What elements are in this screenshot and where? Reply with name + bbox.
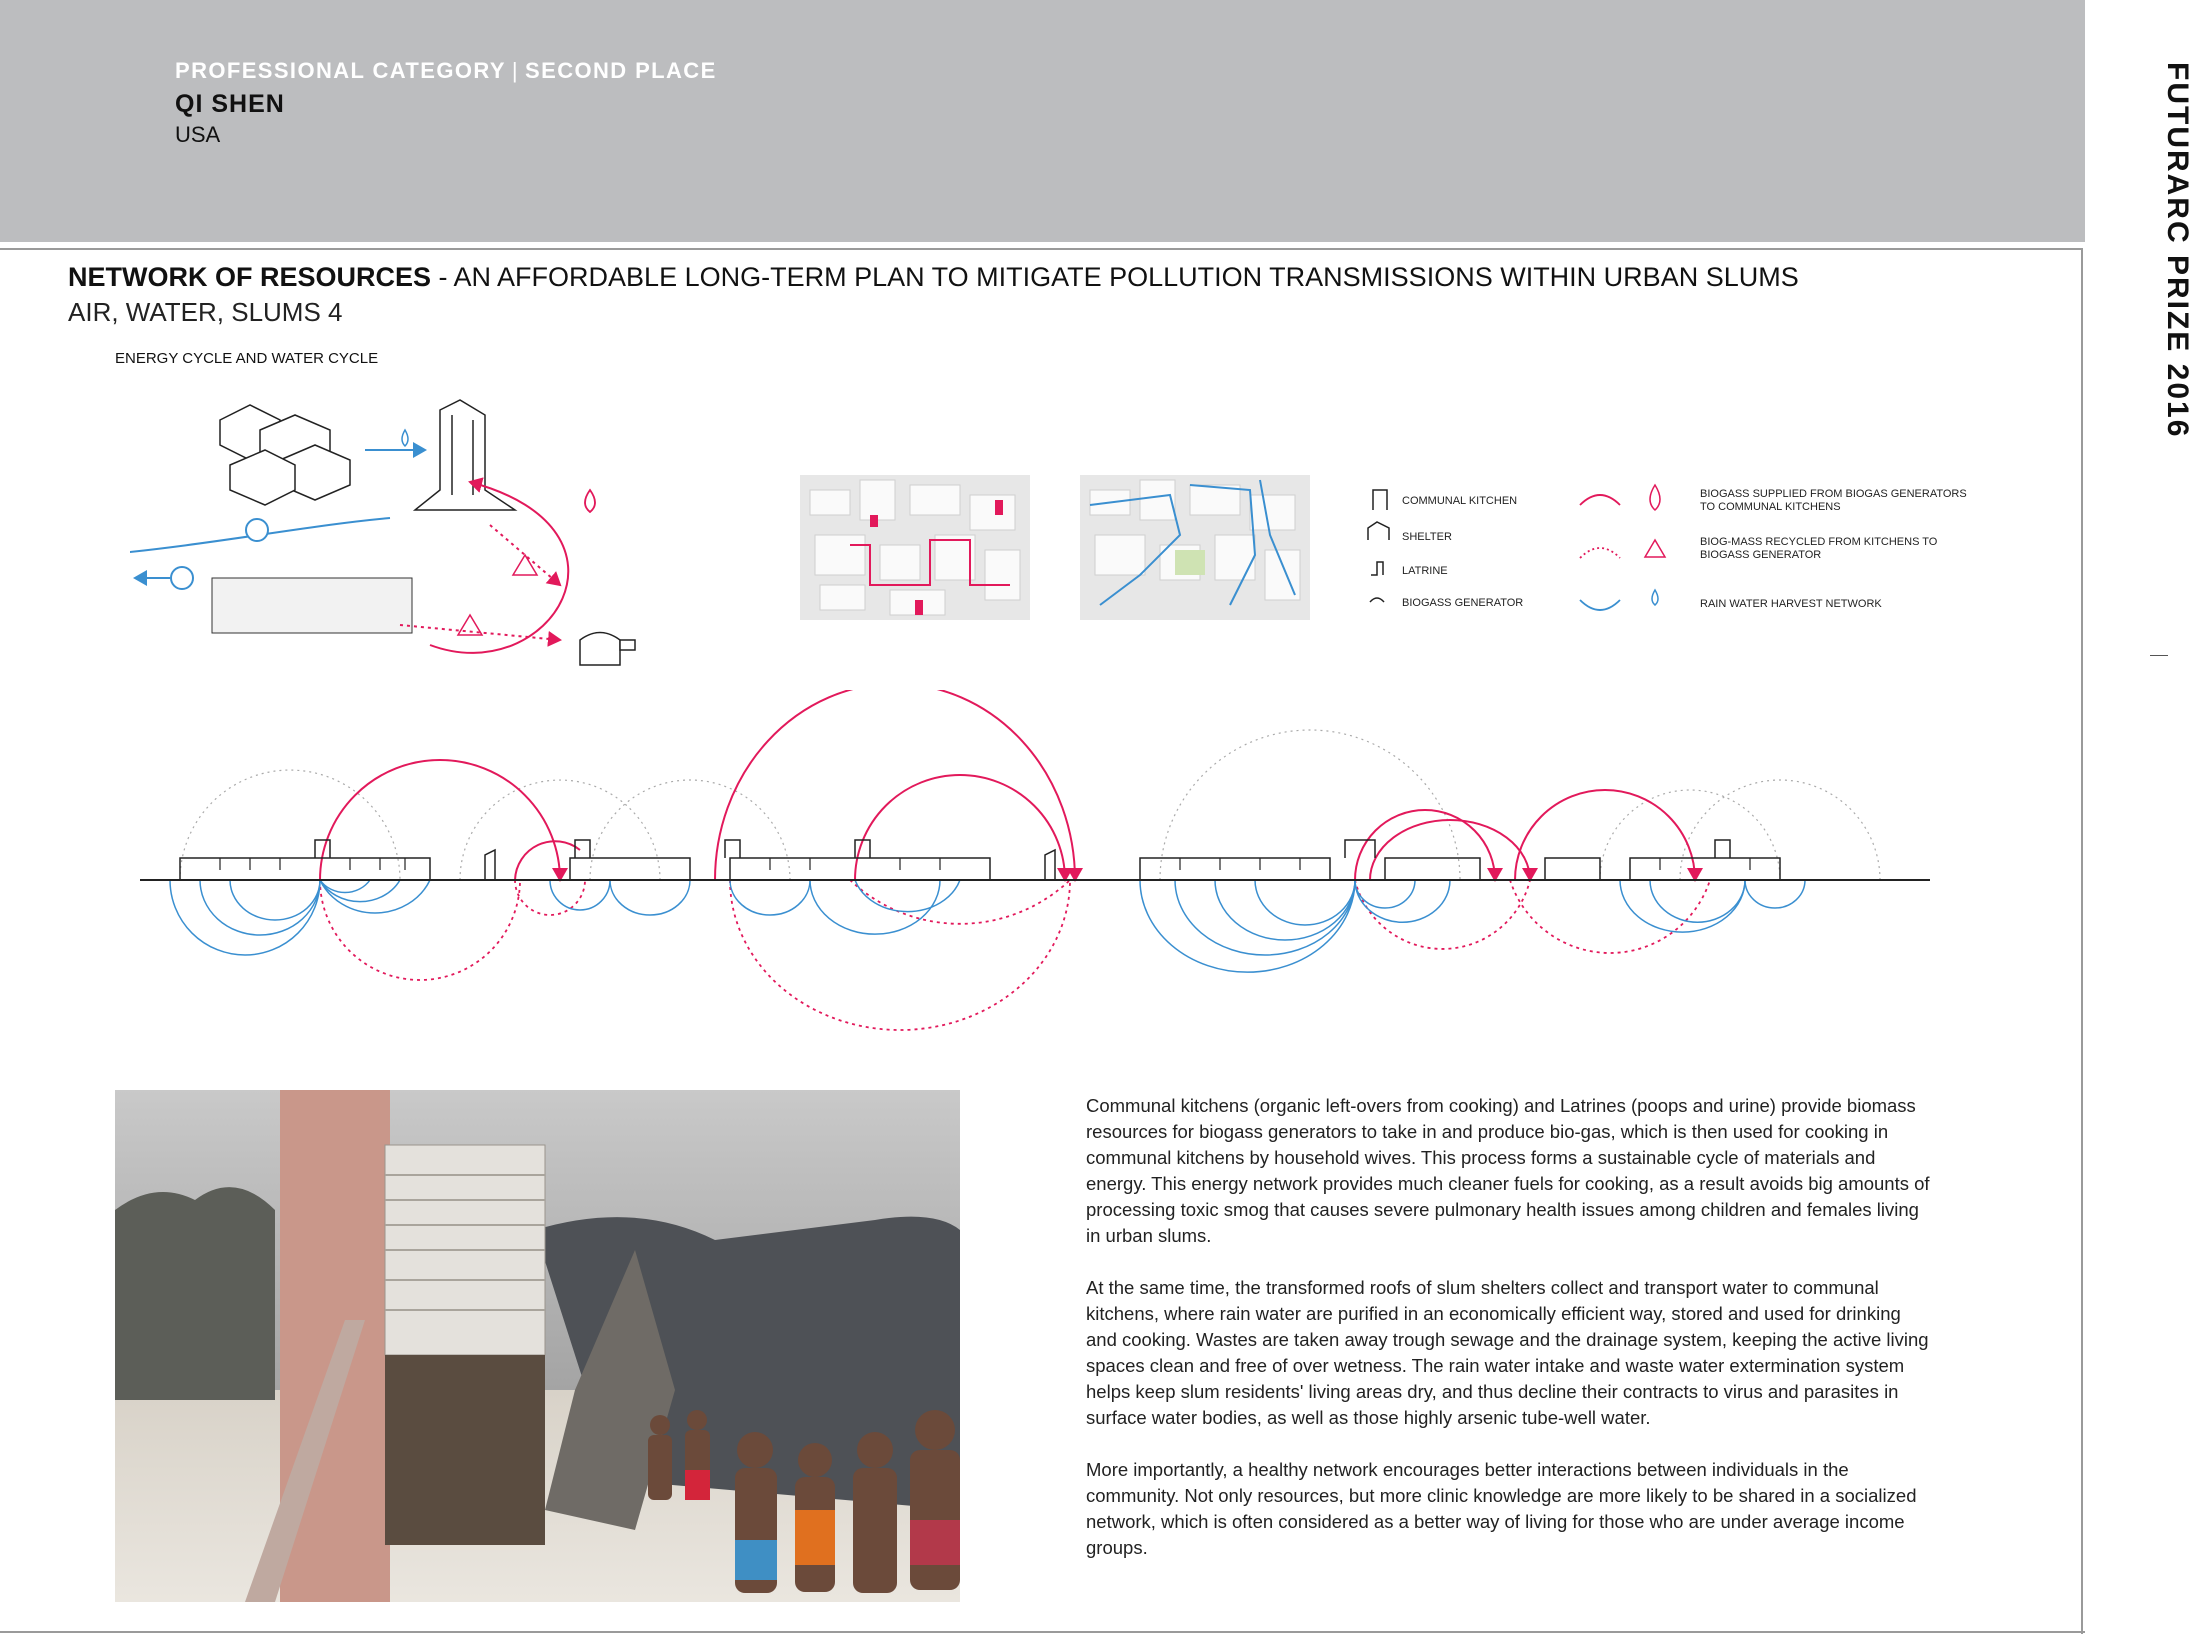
flame-icon bbox=[585, 490, 595, 512]
category-separator: | bbox=[511, 58, 520, 83]
legend-flame-icon bbox=[1650, 485, 1660, 510]
legend-biogas-supplied-1: BIOGASS SUPPLIED FROM BIOGAS GENERATORS bbox=[1700, 488, 1967, 500]
legend-recycle-icon bbox=[1645, 540, 1665, 557]
legend-communal-kitchen: COMMUNAL KITCHEN bbox=[1402, 495, 1518, 507]
legend-biomass-1: BIOG-MASS RECYCLED FROM KITCHENS TO bbox=[1700, 536, 1938, 548]
place-label: SECOND PLACE bbox=[525, 58, 717, 83]
water-filter-icon-1 bbox=[246, 519, 268, 541]
cycle-diagram bbox=[130, 370, 690, 680]
water-drop-icon bbox=[402, 430, 408, 446]
legend-latrine: LATRINE bbox=[1402, 565, 1448, 577]
legend-red-arc-icon bbox=[1580, 495, 1620, 505]
legend-biomass-2: BIOGASS GENERATOR bbox=[1700, 549, 1822, 561]
legend-rain-water: RAIN WATER HARVEST NETWORK bbox=[1700, 598, 1882, 610]
body-text bbox=[1086, 1093, 1936, 1587]
legend-kitchen-icon bbox=[1373, 490, 1387, 510]
author-name: QI SHEN bbox=[175, 90, 285, 118]
main-title bbox=[68, 262, 1799, 293]
body-paragraph-1: Communal kitchens (organic left-overs from cooking) and Latrines (poops and urine) provide biomass resources for biogass generators to take in and produce bio-gas, which is then used for cooking in communal kitchens by household wives. This process forms a sustainable cycle of materials and energy. This energy network provides much cleaner fuels for cooking, as a result avoids big amounts of processing toxic smog that causes severe pulmonary health issues among children and females living in urban slums. bbox=[1086, 1095, 1930, 1246]
side-tick bbox=[2150, 655, 2168, 656]
legend-biogas-supplied-2: TO COMMUNAL KITCHENS bbox=[1700, 501, 1841, 513]
header-band bbox=[0, 0, 2085, 242]
water-filter-icon-2 bbox=[171, 567, 193, 589]
section-label: ENERGY CYCLE AND WATER CYCLE bbox=[115, 350, 379, 367]
photo-collage bbox=[115, 1090, 1005, 1602]
legend-water-icon bbox=[1652, 590, 1658, 605]
legend-biogas-icon bbox=[1370, 598, 1384, 602]
recycle-icon-1 bbox=[513, 555, 537, 575]
latrine-strip bbox=[212, 578, 412, 633]
shelter-cluster-icon bbox=[220, 405, 350, 505]
legend-shelter-icon bbox=[1368, 522, 1389, 540]
main-title-rest: - AN AFFORDABLE LONG-TERM PLAN TO MITIGATE POLLUTION TRANSMISSIONS WITHIN URBAN SLUMS bbox=[431, 262, 1799, 292]
site-map-water bbox=[1080, 475, 1310, 620]
main-title-bold: NETWORK OF RESOURCES bbox=[68, 262, 432, 292]
legend-blue-arc-icon bbox=[1580, 600, 1620, 610]
category-label: PROFESSIONAL CATEGORY bbox=[175, 58, 506, 83]
body-paragraph-3: More importantly, a healthy network encourages better interactions between individuals in the community. Not only resources, but more clinic knowledge are more likely to be shared in a socialized network, which is often considered as a better way of living for those who are under average income groups. bbox=[1086, 1459, 1917, 1558]
site-map-energy bbox=[800, 475, 1030, 620]
subtitle: AIR, WATER, SLUMS 4 bbox=[68, 297, 343, 327]
legend-biogas-generator: BIOGASS GENERATOR bbox=[1402, 597, 1524, 609]
prize-side-title: FUTURARC PRIZE 2016 bbox=[2161, 62, 2194, 439]
biogas-generator-icon bbox=[580, 633, 635, 666]
category-line bbox=[175, 58, 717, 84]
network-section-diagram bbox=[130, 690, 1950, 1090]
body-paragraph-2: At the same time, the transformed roofs of slum shelters collect and transport water to communal kitchens, where rain water are purified in an economically efficient way, stored and used for drinking and cooking. Wastes are taken away trough sewage and the drainage system, keeping the active living spaces clean and free of over wetness. The rain water intake and waste water extermination system helps keep slum residents' living areas dry, and thus decline their contracts to virus and parasites in surface water bodies, as well as those highly arsenic tube-well water. bbox=[1086, 1277, 1929, 1428]
author-country: USA bbox=[175, 122, 221, 147]
legend-shelter: SHELTER bbox=[1402, 531, 1452, 543]
communal-kitchen-icon bbox=[415, 400, 515, 510]
legend-latrine-icon bbox=[1371, 562, 1383, 575]
legend-red-dotted-arc-icon bbox=[1580, 548, 1620, 558]
